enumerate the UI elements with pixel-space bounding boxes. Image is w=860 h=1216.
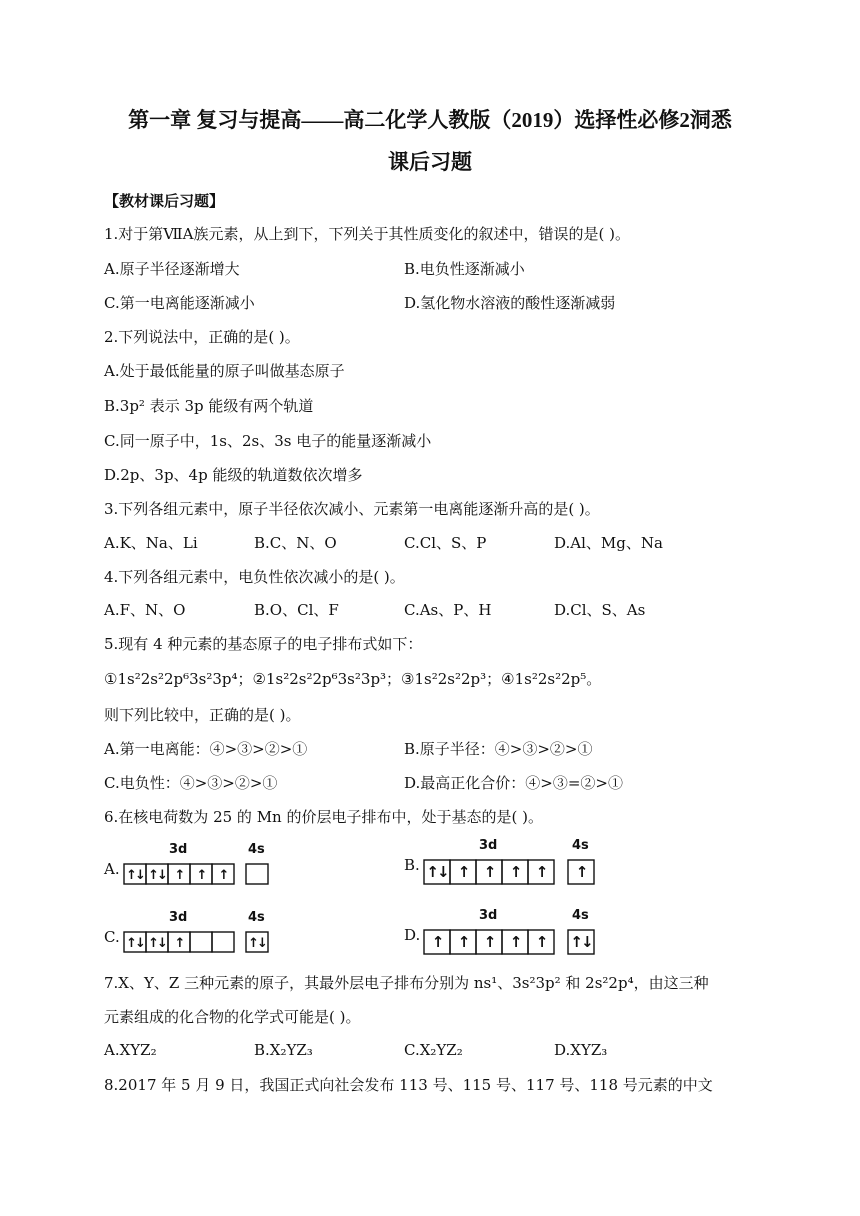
- subshell-3d-label: 3d: [169, 910, 188, 925]
- electron-arrows: ↑↓: [126, 936, 144, 951]
- subshell-4s-label: 4s: [572, 838, 589, 853]
- q4-option-b: B.O、Cl、F: [254, 601, 339, 619]
- q3-option-c: C.Cl、S、P: [404, 534, 487, 552]
- orbital-3d-box: [190, 932, 212, 952]
- orbital-3d-box: [212, 932, 234, 952]
- electron-arrows: ↑↓: [148, 936, 166, 951]
- q3-option-a: A.K、Na、Li: [104, 534, 198, 552]
- electron-arrows: ↑: [575, 863, 587, 881]
- electron-arrows: ↑: [457, 933, 469, 951]
- electron-arrows: ↑: [509, 933, 521, 951]
- orbital-option-label: D.: [404, 926, 421, 944]
- electron-arrows: ↑: [483, 933, 495, 951]
- title-line-1: 第一章 复习与提高——高二化学人教版（2019）选择性必修2洞悉: [128, 108, 732, 132]
- orbital-option-label: A.: [104, 860, 120, 878]
- question-5-stem: 5.现有 4 种元素的基态原子的电子排布式如下：: [104, 635, 423, 653]
- electron-arrows: ↑: [457, 863, 469, 881]
- q1-option-c: C.第一电离能逐渐减小: [104, 294, 255, 312]
- orbital-4s-box: [246, 864, 268, 884]
- question-1-stem: 1.对于第ⅦA族元素，从上到下，下列关于其性质变化的叙述中，错误的是( )。: [104, 225, 630, 243]
- subshell-4s-label: 4s: [248, 910, 265, 925]
- question-7-stem-cont: 元素组成的化合物的化学式可能是( )。: [104, 1008, 361, 1026]
- electron-arrows: ↑↓: [426, 863, 448, 881]
- subshell-4s-label: 4s: [248, 842, 265, 857]
- orbital-option-label: B.: [404, 856, 420, 874]
- electron-arrows: ↑↓: [248, 936, 266, 951]
- question-3-stem: 3.下列各组元素中，原子半径依次减小、元素第一电离能逐渐升高的是( )。: [104, 500, 600, 518]
- electron-arrows: ↑: [196, 868, 206, 883]
- electron-arrows: ↑↓: [126, 868, 144, 883]
- electron-arrows: ↑: [483, 863, 495, 881]
- electron-arrows: ↑↓: [570, 933, 592, 951]
- q5-option-a: A.第一电离能：④>③>②>①: [104, 740, 308, 758]
- orbital-option-label: C.: [104, 928, 120, 946]
- orbital-boxes: [422, 928, 596, 956]
- q2-option-b: B.3p² 表示 3p 能级有两个轨道: [104, 397, 314, 415]
- subshell-4s-label: 4s: [572, 908, 589, 923]
- q7-option-d: D.XYZ₃: [554, 1041, 608, 1059]
- question-2-stem: 2.下列说法中，正确的是( )。: [104, 328, 300, 346]
- q7-option-b: B.X₂YZ₃: [254, 1041, 313, 1059]
- q5-option-d: D.最高正化合价：④>③=②>①: [404, 774, 623, 792]
- q4-option-c: C.As、P、H: [404, 601, 492, 619]
- electron-arrows: ↑: [509, 863, 521, 881]
- electron-arrows: ↑: [431, 933, 443, 951]
- q3-option-b: B.C、N、O: [254, 534, 337, 552]
- q7-option-c: C.X₂YZ₂: [404, 1041, 463, 1059]
- q5-option-c: C.电负性：④>③>②>①: [104, 774, 278, 792]
- electron-arrows: ↑: [218, 868, 228, 883]
- q5-option-b: B.原子半径：④>③>②>①: [404, 740, 593, 758]
- electron-arrows: ↑: [174, 936, 184, 951]
- orbital-boxes: [122, 930, 270, 954]
- q4-option-d: D.Cl、S、As: [554, 601, 646, 619]
- question-5-stem-2: 则下列比较中，正确的是( )。: [104, 706, 301, 724]
- orbital-boxes: [122, 862, 270, 886]
- q2-option-a: A.处于最低能量的原子叫做基态原子: [104, 362, 345, 380]
- q2-option-c: C.同一原子中，1s、2s、3s 电子的能量逐渐减小: [104, 432, 432, 450]
- question-4-stem: 4.下列各组元素中，电负性依次减小的是( )。: [104, 568, 405, 586]
- q3-option-d: D.Al、Mg、Na: [554, 534, 663, 552]
- question-8-stem: 8.2017 年 5 月 9 日，我国正式向社会发布 113 号、115 号、117 号、118 号元素的中文: [104, 1076, 713, 1094]
- q1-option-a: A.原子半径逐渐增大: [104, 260, 240, 278]
- section-heading: 【教材课后习题】: [104, 192, 225, 210]
- subshell-3d-label: 3d: [479, 838, 498, 853]
- q1-option-b: B.电负性逐渐减小: [404, 260, 525, 278]
- electron-arrows: ↑: [535, 933, 547, 951]
- q2-option-d: D.2p、3p、4p 能级的轨道数依次增多: [104, 466, 363, 484]
- q1-option-d: D.氢化物水溶液的酸性逐渐减弱: [404, 294, 616, 312]
- q7-option-a: A.XYZ₂: [104, 1041, 157, 1059]
- subshell-3d-label: 3d: [479, 908, 498, 923]
- question-6-stem: 6.在核电荷数为 25 的 Mn 的价层电子排布中，处于基态的是( )。: [104, 808, 543, 826]
- subshell-3d-label: 3d: [169, 842, 188, 857]
- electron-arrows: ↑: [535, 863, 547, 881]
- electron-arrows: ↑↓: [148, 868, 166, 883]
- electron-arrows: ↑: [174, 868, 184, 883]
- orbital-boxes: [422, 858, 596, 886]
- title-line-2: 课后习题: [388, 150, 472, 174]
- q4-option-a: A.F、N、O: [104, 601, 186, 619]
- question-7-stem: 7.X、Y、Z 三种元素的原子，其最外层电子排布分别为 ns¹、3s²3p² 和 2s²2p⁴，由这三种: [104, 974, 709, 992]
- q5-configs: ①1s²2s²2p⁶3s²3p⁴；②1s²2s²2p⁶3s²3p³；③1s²2s²2p³；④1s²2s²2p⁵。: [104, 670, 602, 688]
